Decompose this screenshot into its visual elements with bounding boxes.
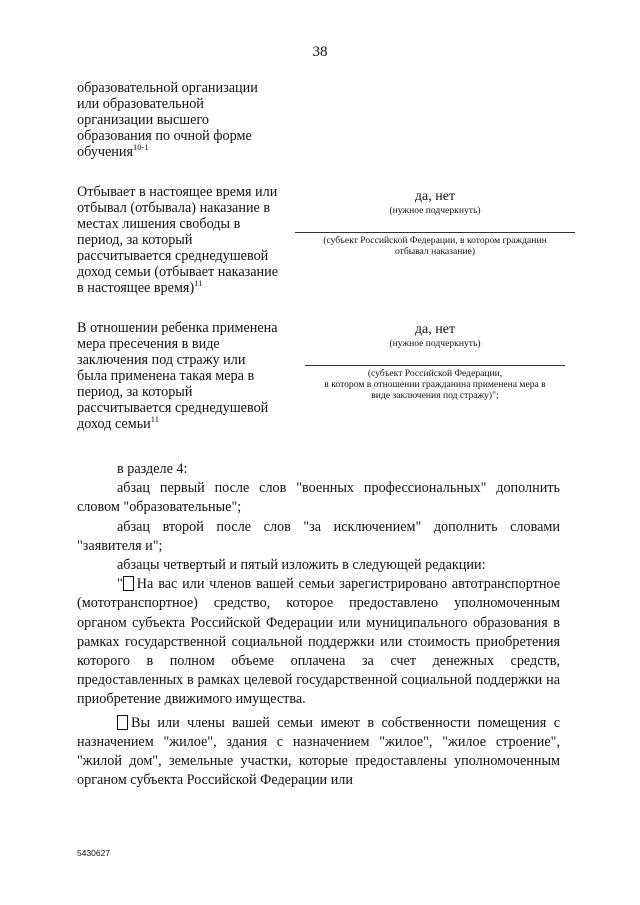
block3-line: рассчитывается среднедушевой <box>77 400 269 416</box>
block3-line: заключения под стражу или <box>77 352 246 368</box>
answer-hint: (нужное подчеркнуть) <box>389 338 481 349</box>
block3-line: мера пресечения в виде <box>77 336 220 352</box>
block1-line: образовательной организации <box>77 80 258 96</box>
checkbox[interactable] <box>117 715 128 730</box>
block2-line: Отбывает в настоящее время или <box>77 184 278 200</box>
subject-fill-line <box>305 365 565 366</box>
answer-options: да, нет <box>414 322 456 337</box>
block2-line: местах лишения свободы в <box>77 216 241 232</box>
paragraph-text: На вас или членов вашей семьи зарегистрировано автотранспортное (мототранспортное) средство, которое предоставлено уполномоченным органом субъекта Российской Федерации или муниципального образования в рамках государственной социальной поддержки или стоимость приобретения которого в полном объеме оплачена за счет денежных средств, предоставленных в рамках целевой государственной социальной поддержки на приобретение движимого имущества. <box>77 576 560 708</box>
block2-line: в настоящее время) <box>77 280 195 296</box>
opening-quote: " <box>117 576 123 593</box>
subject-hint <box>290 368 580 401</box>
subject-hint-line: отбывал наказание) <box>394 246 476 257</box>
block1-line: обучения <box>77 144 134 160</box>
block2-line: период, за который <box>77 232 193 248</box>
paragraph: в разделе 4: <box>117 461 188 477</box>
subject-hint <box>290 235 580 257</box>
subject-hint-line: в котором в отношении гражданина применена мера в <box>324 379 546 390</box>
paragraph <box>77 714 560 791</box>
subject-hint-line: (субъект Российской Федерации, в котором гражданин <box>323 235 547 246</box>
block1-line: организации высшего <box>77 112 210 128</box>
block3-line: В отношении ребенка применена <box>77 320 278 336</box>
block3-line: была применена такая мера в <box>77 368 255 384</box>
footnote-ref: 10-1 <box>133 142 149 152</box>
body-text <box>77 460 560 790</box>
paragraph-text: Вы или члены вашей семьи имеют в собственности помещения с назначением "жилое", здания с назначением "жилое", "жилое строение", "жилой дом", земельные участки, которые предоставлены уполномоченным органом субъекта Российской Федерации или <box>77 714 560 789</box>
block2-answer-area <box>290 189 580 257</box>
subject-hint-line: (субъект Российской Федерации, <box>367 368 503 379</box>
subject-fill-line <box>295 232 575 233</box>
block2-line: доход семьи (отбывает наказание <box>77 264 278 280</box>
block3-line: доход семьи <box>77 416 151 432</box>
block3-answer-area <box>290 322 580 401</box>
answer-hint: (нужное подчеркнуть) <box>389 205 481 216</box>
paragraph: абзац первый после слов "военных профессиональных" дополнить словом "образовательные"; <box>77 480 560 516</box>
block2-line: отбывал (отбывала) наказание в <box>77 200 271 216</box>
paragraph: абзацы четвертый и пятый изложить в следующей редакции: <box>117 557 486 574</box>
block3-line: период, за который <box>77 384 193 400</box>
footnote-ref: 11 <box>150 414 159 424</box>
block1-line: или образовательной <box>77 96 204 112</box>
checkbox[interactable] <box>123 576 134 591</box>
answer-options: да, нет <box>414 189 456 204</box>
document-code: 5430627 <box>77 848 111 858</box>
page-number: 38 <box>312 44 328 60</box>
footnote-ref: 11 <box>194 278 203 288</box>
subject-hint-line: виде заключения под стражу)"; <box>371 390 499 401</box>
paragraph <box>77 575 560 709</box>
block1-text <box>77 80 297 160</box>
block2-text <box>77 184 297 296</box>
block3-text <box>77 320 297 432</box>
paragraph: абзац второй после слов "за исключением" дополнить словами "заявителя и"; <box>77 518 560 554</box>
block2-line: рассчитывается среднедушевой <box>77 248 269 264</box>
block1-line: образования по очной форме <box>77 128 252 144</box>
